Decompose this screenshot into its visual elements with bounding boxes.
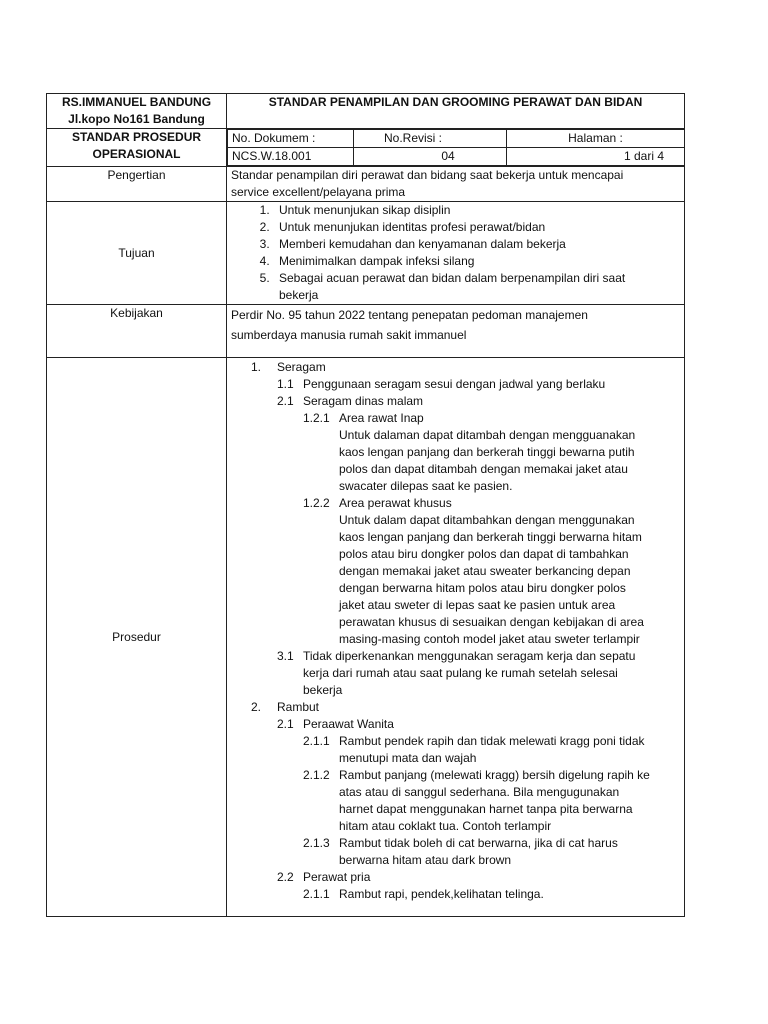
paragraph-line: polos atau biru dongker polos dan dapat di tambahkan [339,547,629,561]
paragraph-line: masing-masing contoh model jaket atau sweter terlampir [339,632,640,646]
kebijakan-content [227,305,685,358]
org-name: RS.IMMANUEL BANDUNG [61,95,212,109]
tujuan-label: Tujuan [47,202,227,305]
paragraph-line: kaos lengan panjang dan berkerah tinggi berwarna hitam [339,530,642,544]
meta-cell [227,129,685,167]
item-number: 1. [251,360,262,374]
item-number: 1.1 [277,377,294,391]
item-number: 2.1.1 [303,734,330,748]
kebijakan-line1: Perdir No. 95 tahun 2022 tentang penepatan pedoman manajemen [231,308,588,322]
doc-title: STANDAR PENAMPILAN DAN GROOMING PERAWAT DAN BIDAN [268,95,643,109]
list-item [231,835,680,852]
paragraph-line: perawatan khusus di sesuaikan dengan kebijakan di area [339,615,644,629]
list-item [273,270,680,304]
paragraph-line: menutupi mata dan wajah [339,751,477,765]
item-number: 2.1.2 [303,768,330,782]
item-text: Rambut panjang (melewati kragg) bersih digelung rapih ke [339,768,650,782]
sop-label-line2: OPERASIONAL [92,147,181,161]
paragraph-line: jaket atau sweter di lepas saat ke pasien untuk area [339,598,616,612]
pengertian-line1: Standar penampilan diri perawat dan bidang saat bekerja untuk mencapai [231,168,624,182]
paragraph-line: Untuk dalam dapat ditambahkan dengan menggunakan [339,513,635,527]
item-number: 2.1 [277,394,294,408]
item-text: Area rawat Inap [339,411,424,425]
org-cell [47,94,227,129]
list-item-cont: bekerja [279,288,319,302]
prosedur-row [47,358,685,917]
paragraph-line: harnet dapat menggunakan harnet tanpa pita berwarna [339,802,633,816]
pengertian-text [227,167,685,202]
item-number: 1.2.1 [303,411,330,425]
pengertian-label: Pengertian [47,167,227,202]
list-item [231,648,680,665]
page-label: Halaman : [507,130,685,148]
item-text: Seragam [277,360,326,374]
sop-label-cell [47,129,227,167]
list-item [231,733,680,750]
doc-no-label: No. Dokumem : [228,130,354,148]
list-item-text: Sebagai acuan perawat dan bidan dalam berpenampilan diri saat [279,271,626,285]
kebijakan-line2: sumberdaya manusia rumah sakit immanuel [231,328,467,342]
kebijakan-label: Kebijakan [47,305,227,358]
prosedur-label: Prosedur [47,358,227,917]
paragraph-line: bekerja [303,683,343,697]
paragraph-line: polos dan dapat ditambah dengan memakai jaket atau [339,462,628,476]
list-item [231,495,680,512]
item-text: Penggunaan seragam sesui dengan jadwal yang berlaku [303,377,606,391]
item-text: Tidak diperkenankan menggunakan seragam kerja dan sepatu [303,649,636,663]
item-number: 2.1 [277,717,294,731]
meta-row [47,129,685,167]
paragraph-line: berwarna hitam atau dark brown [339,853,512,867]
meta-subtable [227,129,684,166]
paragraph-line: swacater dilepas saat ke pasien. [339,479,513,493]
list-item [231,869,680,886]
item-number: 2. [251,700,262,714]
item-text: Rambut rapi, pendek,kelihatan telinga. [339,887,544,901]
tujuan-content [227,202,685,305]
sop-table [46,93,685,917]
section-seragam [231,359,680,376]
list-item [231,716,680,733]
sop-label-line1: STANDAR PROSEDUR [71,130,202,144]
item-text: Rambut [277,700,320,714]
list-item [231,767,680,784]
kebijakan-row [47,305,685,358]
revision-value: 04 [354,148,507,166]
doc-no-value: NCS.W.18.001 [228,148,354,166]
list-item: 4. Menimimalkan dampak infeksi silang [273,253,680,270]
revision-label: No.Revisi : [354,130,507,148]
paragraph-line: dengan berwarna hitam polos atau biru dongker polos [339,581,626,595]
paragraph-line: Untuk dalaman dapat ditambah dengan mengguanakan [339,428,636,442]
section-rambut [231,699,680,716]
paragraph-line: kerja dari rumah atau saat pulang ke rumah setelah selesai [303,666,618,680]
item-text: Rambut tidak boleh di cat berwarna, jika di cat harus [339,836,618,850]
page-value: 1 dari 4 [507,148,685,166]
pengertian-line2: service excellent/pelayana prima [231,185,406,199]
item-number: 2.1.3 [303,836,330,850]
list-item [231,886,680,903]
list-item [231,410,680,427]
item-number: 2.2 [277,870,294,884]
item-text: Rambut pendek rapih dan tidak melewati kragg poni tidak [339,734,645,748]
list-item [231,393,680,410]
org-address: Jl.kopo No161 Bandung [68,112,205,126]
paragraph-line: kaos lengan panjang dan berkerah tinggi bewarna putih [339,445,635,459]
doc-title-cell [227,94,685,129]
item-text: Seragam dinas malam [303,394,424,408]
list-item: 2. Untuk menunjukan identitas profesi perawat/bidan [273,219,680,236]
item-number: 2.1.1 [303,887,330,901]
pengertian-row [47,167,685,202]
paragraph-line: dengan memakai jaket atau sweater berkancing depan [339,564,631,578]
list-item [231,376,680,393]
paragraph-line: hitam atau coklakt tua. Contoh terlampir [339,819,552,833]
prosedur-content [227,358,685,917]
tujuan-list [231,202,680,304]
item-number: 1.2.2 [303,496,330,510]
item-text: Area perawat khusus [339,496,452,510]
paragraph-line: atas atau di sanggul sederhana. Bila mengugunakan [339,785,620,799]
item-number: 3.1 [277,649,294,663]
list-item: 3. Memberi kemudahan dan kenyamanan dalam bekerja [273,236,680,253]
item-text: Perawat pria [303,870,371,884]
tujuan-row [47,202,685,305]
list-item: 1. Untuk menunjukan sikap disiplin [273,202,680,219]
header-row [47,94,685,129]
item-text: Peraawat Wanita [303,717,394,731]
